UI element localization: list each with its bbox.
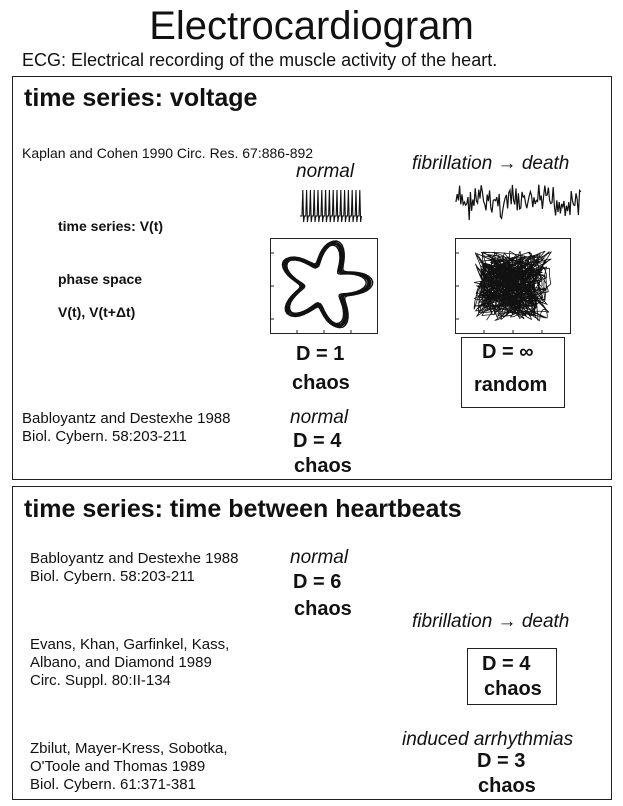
- hb-normal-label: normal: [290, 547, 349, 568]
- normal-ecg-trace: [300, 186, 362, 226]
- kaplan-reference: Kaplan and Cohen 1990 Circ. Res. 67:886-892: [22, 145, 314, 161]
- page-title: Electrocardiogram: [149, 4, 474, 48]
- normal-dimension-2: D = 4: [293, 430, 342, 452]
- induced-arrhythmias-label: induced arrhythmias: [402, 729, 574, 750]
- hb-fibrillation-chaos-label: chaos: [484, 678, 542, 700]
- fibrillation-dimension: D = ∞: [482, 341, 534, 363]
- arrhythmia-dimension: D = 3: [477, 750, 526, 772]
- time-series-label: time series: V(t): [58, 218, 164, 234]
- fibrillation-random-label: random: [474, 374, 548, 396]
- hb-fibrillation-dimension: D = 4: [482, 653, 531, 675]
- fibrillation-ecg-trace: [456, 182, 582, 222]
- voltage-panel-title: time series: voltage: [24, 84, 258, 112]
- fibrillation-phase-space-plot: [455, 238, 571, 334]
- hb-fibrillation-label: fibrillation → death: [412, 611, 570, 632]
- normal-chaos-label-2: chaos: [294, 455, 352, 477]
- zbilut-reference: Zbilut, Mayer-Kress, Sobotka, O'Toole and Thomas 1989 Biol. Cybern. 61:371-381: [30, 740, 228, 793]
- fibrillation-label: fibrillation → death: [412, 153, 570, 174]
- arrhythmia-chaos-label: chaos: [478, 775, 536, 797]
- page-subtitle: ECG: Electrical recording of the muscle activity of the heart.: [22, 50, 498, 70]
- normal-dimension: D = 1: [296, 343, 345, 365]
- normal-label: normal: [296, 161, 355, 182]
- phase-space-label: phase space: [58, 271, 143, 287]
- hb-normal-dimension: D = 6: [293, 571, 342, 593]
- normal-label-2: normal: [290, 407, 349, 428]
- babloyantz-reference-1: Babloyantz and Destexhe 1988 Biol. Cybern. 58:203-211: [22, 410, 231, 445]
- evans-reference: Evans, Khan, Garfinkel, Kass, Albano, and Diamond 1989 Circ. Suppl. 80:II-134: [30, 636, 230, 689]
- hb-normal-chaos-label: chaos: [294, 598, 352, 620]
- heartbeat-panel-title: time series: time between heartbeats: [24, 495, 462, 523]
- phase-space-vars: V(t), V(t+Δt): [58, 304, 136, 320]
- normal-phase-space-plot: [270, 238, 378, 334]
- normal-chaos-label: chaos: [292, 372, 350, 394]
- babloyantz-reference-2: Babloyantz and Destexhe 1988 Biol. Cybern. 58:203-211: [30, 550, 239, 585]
